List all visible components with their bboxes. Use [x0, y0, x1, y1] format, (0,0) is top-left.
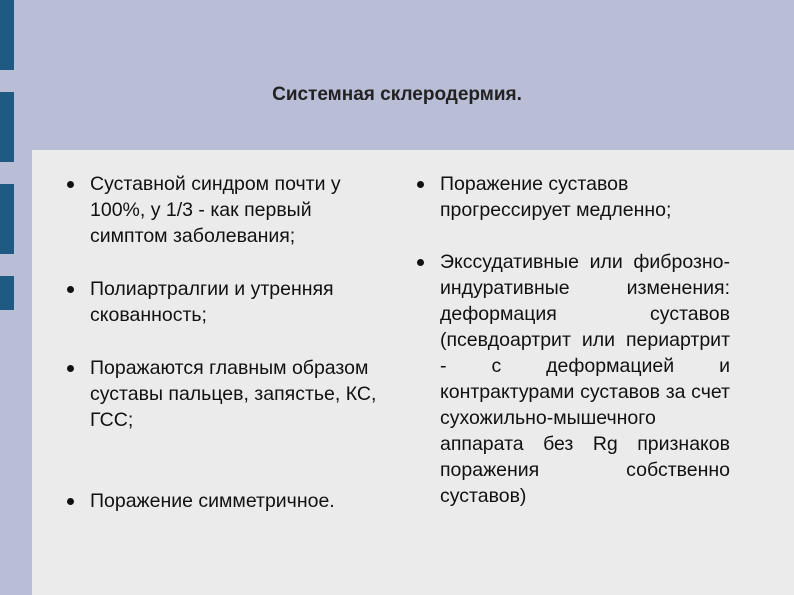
slide-title: Системная склеродермия.	[272, 84, 522, 105]
bullet-icon	[417, 259, 424, 266]
list-item	[90, 355, 390, 433]
list-item	[440, 249, 730, 509]
bullet-icon	[417, 181, 424, 188]
bullet-icon	[67, 181, 74, 188]
accent-bar	[0, 184, 14, 254]
bullet-icon	[67, 365, 74, 372]
list-item-text: Полиартралгии и утренняя скованность;	[90, 278, 334, 326]
list-item	[90, 276, 390, 328]
list-item-text: Экссудативные или фиброзно-индуративные изменения: деформация суставов (псевдоартрит или периартрит - с деформацией и контрактурами суставов за счет сухожильно-мышечного аппарата без Rg признаков поражения собственно суставов)	[440, 251, 730, 507]
list-item-text: Поражаются главным образом суставы пальцев, запястье, КС, ГСС;	[90, 357, 377, 431]
bullet-icon	[67, 498, 74, 505]
list-item-text: Поражение симметричное.	[90, 490, 335, 512]
bullet-icon	[67, 286, 74, 293]
list-item	[440, 171, 730, 223]
content-panel	[32, 150, 794, 595]
list-item	[90, 171, 390, 249]
list-item	[90, 488, 390, 514]
accent-bar	[0, 0, 14, 70]
list-item-text: Суставной синдром почти у 100%, у 1/3 - как первый симптом заболевания;	[90, 173, 341, 247]
accent-bar	[0, 276, 14, 310]
list-item-text: Поражение суставов прогрессирует медленно;	[440, 173, 672, 221]
